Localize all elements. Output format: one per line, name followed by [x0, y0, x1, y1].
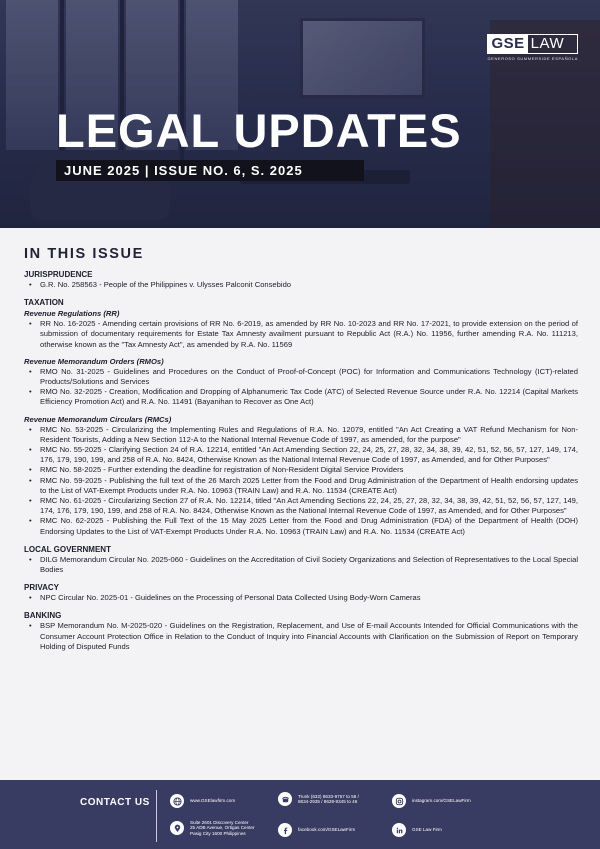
in-this-issue-section: [0, 228, 600, 780]
jurisprudence-section: [24, 270, 578, 290]
subsection-title: Revenue Memorandum Circulars (RMCs): [24, 414, 172, 424]
local-government-section: [24, 545, 578, 575]
taxation-section: [24, 298, 578, 537]
list-item: • RMO No. 32-2025 - Creation, Modification and Dropping of Alphanumeric Tax Code (ATC) of Selected Revenue Source under R.A. No. 12214 (Capital Markets Efficiency Promotion Act) and R.A. No. 11491 (Bayanihan to Recover as One Act): [24, 387, 578, 407]
footer-divider: [156, 790, 157, 842]
item-list: [24, 555, 578, 575]
list-item: • RMC No. 61-2025 - Circularizing Section 27 of R.A. No. 12214, titled "An Act Amending Sections 22, 24, 25, 27, 28, 32, 34, 38, 39, 42, 51, 52, 56, 57, 127, 149, 174, 176, 179, 190, 199, and 258 of R.A. No. 8424, Otherwise Known as the National Internal Revenue Code of 1997, as Amended, and for Other Purposes": [24, 496, 578, 516]
section-title: PRIVACY: [24, 583, 59, 593]
location-pin-icon: [170, 821, 184, 835]
list-item: • RMC No. 55-2025 - Clarifying Section 24 of R.A. 12214, entitled "An Act Amending Section 22, 24, 25, 27, 28, 32, 34, 38, 39, 42, 51, 52, 56, 57, 127, 149, 174, 176, 179, 190, 199, and 258 of R.A. No. 8424, Otherwise Known as the National Internal Revenue Code of 1997, as Amended, and for Other Purposes": [24, 445, 578, 465]
logo-tagline: GENEROSO SUMMERSIDE ESPAÑOLA: [487, 56, 578, 61]
page-title: LEGAL UPDATES: [56, 104, 462, 157]
hero-banner: [0, 0, 600, 228]
phone-contact: [278, 792, 359, 806]
item-list: [24, 280, 578, 290]
item-list: [24, 621, 578, 652]
subsection-title: Revenue Memorandum Orders (RMOs): [24, 356, 164, 366]
instagram-text: instagram.com/GSELawFirm: [412, 798, 471, 804]
facebook-link[interactable]: [278, 823, 355, 837]
website-link[interactable]: [170, 794, 235, 808]
logo-mark: [487, 34, 578, 54]
logo-mark-right: LAW: [530, 35, 565, 52]
section-title: BANKING: [24, 611, 62, 621]
address-line: Pasig City 1600 Philippines: [190, 830, 246, 836]
section-heading: IN THIS ISSUE: [24, 246, 144, 262]
list-item: • RMC No. 53-2025 - Circularizing the Implementing Rules and Regulations of R.A. No. 12079, entitled "An Act Creating a VAT Refund Mechanism for Non-Resident Tourists, Adding a New Section 112-A to the National Internal Revenue Code of 1997, as amended, for the purpose": [24, 425, 578, 445]
footer: [0, 780, 600, 849]
instagram-icon: [392, 794, 406, 808]
address-text: [190, 820, 255, 836]
linkedin-link[interactable]: [392, 823, 442, 837]
item-list: [24, 319, 578, 350]
address-contact: [170, 820, 255, 836]
list-item: • RMO No. 31-2025 - Guidelines and Procedures on the Conduct of Proof-of-Concept (POC) for Information and Communications Technology (ICT)-related Products/Solutions and Services: [24, 367, 578, 387]
list-item: • RR No. 16-2025 - Amending certain provisions of RR No. 6-2019, as amended by RR No. 10-2023 and RR No. 17-2021, to provide extension on the period of submission of documentary requirements for Estate Tax Amnesty availment pursuant to Republic Act (R.A.) No. 11956, further amending R.A. No. 111213, otherwise known as the "Tax Amnesty Act", as amended by R.A. No. 11569: [24, 319, 578, 350]
list-item: • G.R. No. 258563 - People of the Philippines v. Ulysses Palconit Consebido: [24, 280, 578, 290]
list-item: • DILG Memorandum Circular No. 2025-060 - Guidelines on the Accreditation of Civil Society Organizations and Selection of Representatives to the Local Special Bodies: [24, 555, 578, 575]
privacy-section: [24, 583, 578, 603]
list-item: • NPC Circular No. 2025-01 - Guidelines on the Processing of Personal Data Collected Using Body-Worn Cameras: [24, 593, 578, 603]
phone-line: Trunk (632) 8633-9757 to 58 /: [298, 793, 359, 799]
list-item: • RMC No. 58-2025 - Further extending the deadline for registration of Non-Resident Digital Service Providers: [24, 465, 578, 475]
gse-law-logo: [487, 34, 578, 61]
item-list: [24, 367, 578, 408]
section-title: JURISPRUDENCE: [24, 270, 93, 279]
list-item: • BSP Memorandum No. M-2025-020 - Guidelines on the Registration, Replacement, and Use of E-mail Accounts Intended for Official Communications with the Consumer Account Protection Office in Relation to the Conduct of Inquiry into Financial Accounts with Clarification on the Submission of Report on Temporary Holding of Disputed Funds: [24, 621, 578, 652]
facebook-text: facebook.com/GSELawFirm: [298, 827, 356, 833]
phone-text: [298, 794, 359, 805]
address-line: Suite 2601 Discovery Center: [190, 820, 249, 825]
facebook-icon: [278, 823, 292, 837]
website-text: www.GSElawfirm.com: [190, 798, 236, 804]
linkedin-text: GSE Law Firm: [412, 827, 442, 833]
subsection-title: Revenue Regulations (RR): [24, 309, 120, 319]
phone-icon: [278, 792, 292, 806]
phone-line: 8634-2935 / 8638-9345 to 46: [298, 799, 358, 804]
list-item: • RMC No. 59-2025 - Publishing the full text of the 26 March 2025 Letter from the Food and Drug Administration of the Department of Health endorsing updates to the List of VAT-Exempt Products under R.A. No. 10963 (TRAIN Law) and R.A. No. 11534 (CREATE Act): [24, 476, 578, 496]
contact-us-label: CONTACT US: [80, 797, 150, 808]
item-list: [24, 425, 578, 537]
section-title: TAXATION: [24, 298, 64, 308]
instagram-link[interactable]: [392, 794, 471, 808]
item-list: [24, 593, 578, 603]
list-item: • RMC No. 62-2025 - Publishing the Full Text of the 15 May 2025 Letter from the Food and Drug Administration (FDA) of the Department of Health (DOH) Endorsing Updates to the List of VAT-Exempt Products Under R.A. No. 10963 (TRAIN Law) and R.A. No. 11534 (CREATE Act): [24, 516, 578, 536]
address-line: 25 ADB Avenue, Ortigas Center: [190, 825, 255, 831]
linkedin-icon: [392, 823, 406, 837]
banking-section: [24, 611, 578, 652]
issue-label: JUNE 2025 | ISSUE NO. 6, S. 2025: [56, 160, 364, 181]
globe-icon: [170, 794, 184, 808]
section-title: LOCAL GOVERNMENT: [24, 544, 111, 554]
logo-mark-left: GSE: [488, 35, 527, 53]
